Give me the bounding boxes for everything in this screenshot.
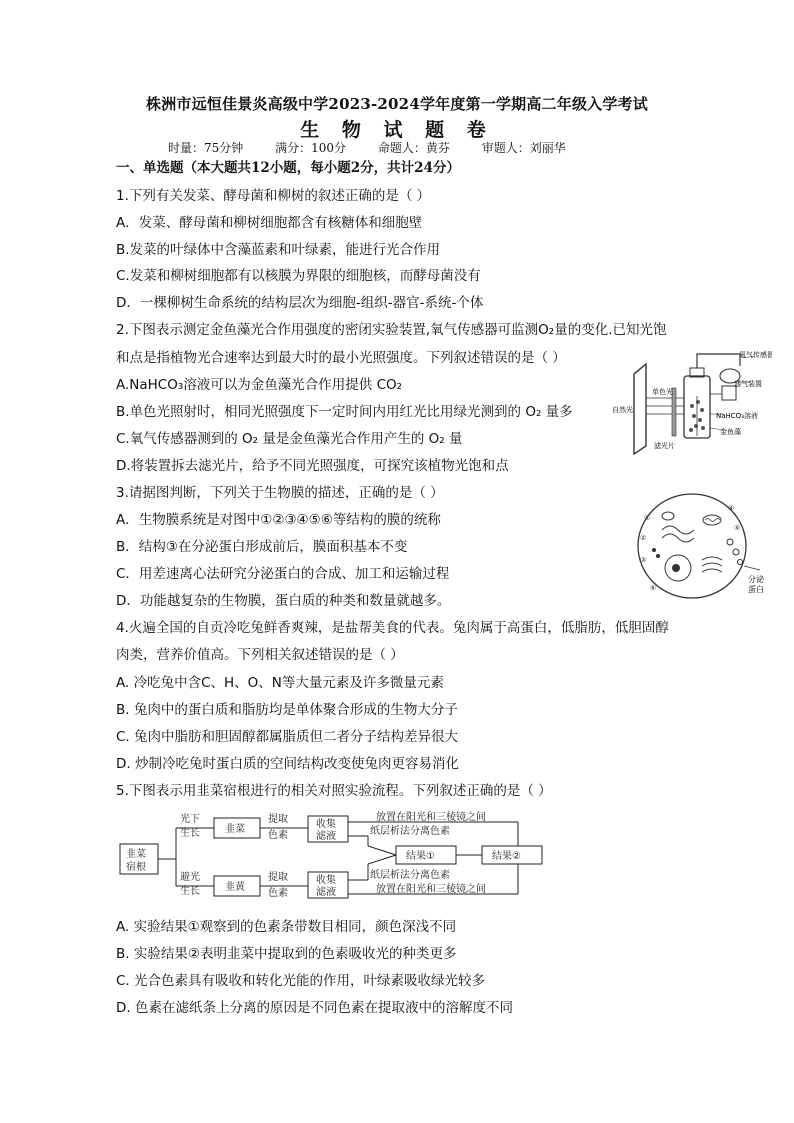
q5-fig-collect-2a: 滤液 <box>316 831 336 842</box>
q1-option-b: B.发菜的叶绿体中含藻蓝素和叶绿素，能进行光合作用 <box>116 242 441 258</box>
q5-fig-light-top-2: 生长 <box>180 828 200 839</box>
q4-option-d: D. 炒制冷吃兔时蛋白质的空间结构改变使兔肉更容易消化 <box>116 756 459 772</box>
q3-option-a: A．生物膜系统是对图中①②③④⑤⑥等结构的膜的统称 <box>116 512 441 528</box>
exam-reviewer: 审题人：刘丽华 <box>481 141 566 155</box>
q3-cell-figure <box>632 490 772 602</box>
q2-fig-plant-label: 金鱼藻 <box>720 428 741 436</box>
q2-fig-device-label: 盛气装置 <box>734 380 762 388</box>
svg-text:②: ② <box>640 534 647 542</box>
q2-fig-mono-label: 单色光 <box>652 388 673 396</box>
q4-option-c: C. 兔肉中脂肪和胆固醇都属脂质但二者分子结构差异很大 <box>116 729 459 745</box>
q5-fig-extract-1b: 提取 <box>268 872 288 883</box>
exam-subtitle: 生 物 试 题 卷 <box>300 119 494 141</box>
q3-option-b: B．结构③在分泌蛋白形成前后，膜面积基本不变 <box>116 539 408 555</box>
q4-option-a: A. 冷吃兔中含C、H、O、N等大量元素及许多微量元素 <box>116 675 444 691</box>
q2-option-a: A.NaHCO₃溶液可以为金鱼藻光合作用提供 CO₂ <box>116 377 403 393</box>
q5-stem: 5.下图表示用韭菜宿根进行的相关对照实验流程。下列叙述正确的是（ ） <box>116 783 552 799</box>
q2-option-b: B.单色光照射时，相同光照强度下一定时间内用红光比用绿光测到的 O₂ 量多 <box>116 404 573 420</box>
svg-text:⑤: ⑤ <box>734 524 741 532</box>
q1-stem: 1.下列有关发菜、酵母菌和柳树的叙述正确的是（ ） <box>116 188 431 204</box>
q5-fig-result-2: 结果② <box>492 851 521 862</box>
exam-time: 时量：75分钟 <box>168 141 244 155</box>
q5-fig-paper-bottom: 纸层析法分离色素 <box>370 870 450 881</box>
q5-option-d: D. 色素在滤纸条上分离的原因是不同色素在提取液中的溶解度不同 <box>116 1000 513 1016</box>
q2-fig-light-label: 自然光 <box>612 406 633 414</box>
svg-text:④: ④ <box>728 504 735 512</box>
exam-title: 株洲市远恒佳景炎高级中学2023-2024学年度第一学期高二年级入学考试 <box>146 95 648 113</box>
q5-fig-leaf-top: 韭菜 <box>225 824 245 835</box>
q3-fig-secret-label-1: 分泌 <box>748 575 764 584</box>
q4-stem-2: 肉类，营养价值高。下列相关叙述错误的是（ ） <box>116 647 404 663</box>
q2-fig-solution-label: NaHCO₃溶液 <box>716 412 758 420</box>
q5-fig-collect-2b: 滤液 <box>316 887 336 898</box>
svg-text:③: ③ <box>640 556 647 564</box>
q2-apparatus-figure <box>612 346 772 456</box>
q5-option-b: B. 实验结果②表明韭菜中提取到的色素吸收光的种类更多 <box>116 946 457 962</box>
q5-fig-collect-1b: 收集 <box>316 875 336 886</box>
q3-fig-secret-label-2: 蛋白 <box>748 585 764 594</box>
q3-option-c: C．用差速离心法研究分泌蛋白的合成、加工和运输过程 <box>116 566 450 582</box>
svg-text:⑥: ⑥ <box>650 584 657 592</box>
q5-fig-extract-2b: 色素 <box>268 888 288 899</box>
q5-fig-dark-2: 生长 <box>180 886 200 897</box>
q5-fig-light-top-1: 光下 <box>180 814 200 825</box>
q4-option-b: B. 兔肉中的蛋白质和脂肪均是单体聚合形成的生物大分子 <box>116 702 458 718</box>
q5-fig-root-2: 宿根 <box>126 862 146 873</box>
q2-stem-1: 2.下图表示测定金鱼藻光合作用强度的密闭实验装置,氧气传感器可监测O₂量的变化.已知光饱 <box>116 322 667 338</box>
exam-author: 命题人：黄芬 <box>377 141 450 155</box>
q2-fig-filter-label: 滤光片 <box>654 442 675 450</box>
q1-option-a: A．发菜、酵母菌和柳树细胞都含有核糖体和细胞壁 <box>116 215 423 231</box>
q5-option-a: A. 实验结果①观察到的色素条带数目相同，颜色深浅不同 <box>116 919 457 935</box>
q5-fig-root-1: 韭菜 <box>126 849 146 860</box>
q2-stem-2: 和点是指植物光合速率达到最大时的最小光照强度。下列叙述错误的是（ ） <box>116 350 566 366</box>
q5-fig-sun-bottom: 放置在阳光和三棱镜之间 <box>376 884 486 895</box>
q5-fig-leaf-bottom: 韭黄 <box>225 882 245 893</box>
q5-flowchart <box>118 810 548 902</box>
exam-score: 满分：100分 <box>275 141 347 155</box>
q5-fig-collect-1a: 收集 <box>316 819 336 830</box>
q5-fig-sun-top: 放置在阳光和三棱镜之间 <box>376 812 486 823</box>
section-heading: 一、单选题（本大题共12小题，每小题2分，共计24分） <box>116 160 460 176</box>
q5-option-c: C. 光合色素具有吸收和转化光能的作用，叶绿素吸收绿光较多 <box>116 973 486 989</box>
q5-fig-extract-1a: 提取 <box>268 814 288 825</box>
q2-fig-sensor-label: 氧气传感器 <box>739 351 772 359</box>
q3-stem: 3.请据图判断，下列关于生物膜的描述，正确的是（ ） <box>116 485 444 501</box>
exam-meta <box>168 139 594 156</box>
q5-fig-extract-2a: 色素 <box>268 830 288 841</box>
q2-option-c: C.氧气传感器测到的 O₂ 量是金鱼藻光合作用产生的 O₂ 量 <box>116 431 463 447</box>
q5-fig-result-1: 结果① <box>406 851 435 862</box>
q5-fig-dark-1: 避光 <box>180 872 200 883</box>
svg-text:①: ① <box>644 514 651 522</box>
q1-option-d: D．一棵柳树生命系统的结构层次为细胞-组织-器官-系统-个体 <box>116 295 484 311</box>
q1-option-c: C.发菜和柳树细胞都有以核膜为界限的细胞核，而酵母菌没有 <box>116 268 481 284</box>
q5-fig-paper-top: 纸层析法分离色素 <box>370 826 450 837</box>
q2-option-d: D.将装置拆去滤光片，给予不同光照强度，可探究该植物光饱和点 <box>116 458 509 474</box>
q4-stem-1: 4.火遍全国的自贡冷吃兔鲜香爽辣，是盐帮美食的代表。兔肉属于高蛋白，低脂肪，低胆固醇 <box>116 620 669 636</box>
q3-option-d: D．功能越复杂的生物膜，蛋白质的种类和数量就越多。 <box>116 593 451 609</box>
